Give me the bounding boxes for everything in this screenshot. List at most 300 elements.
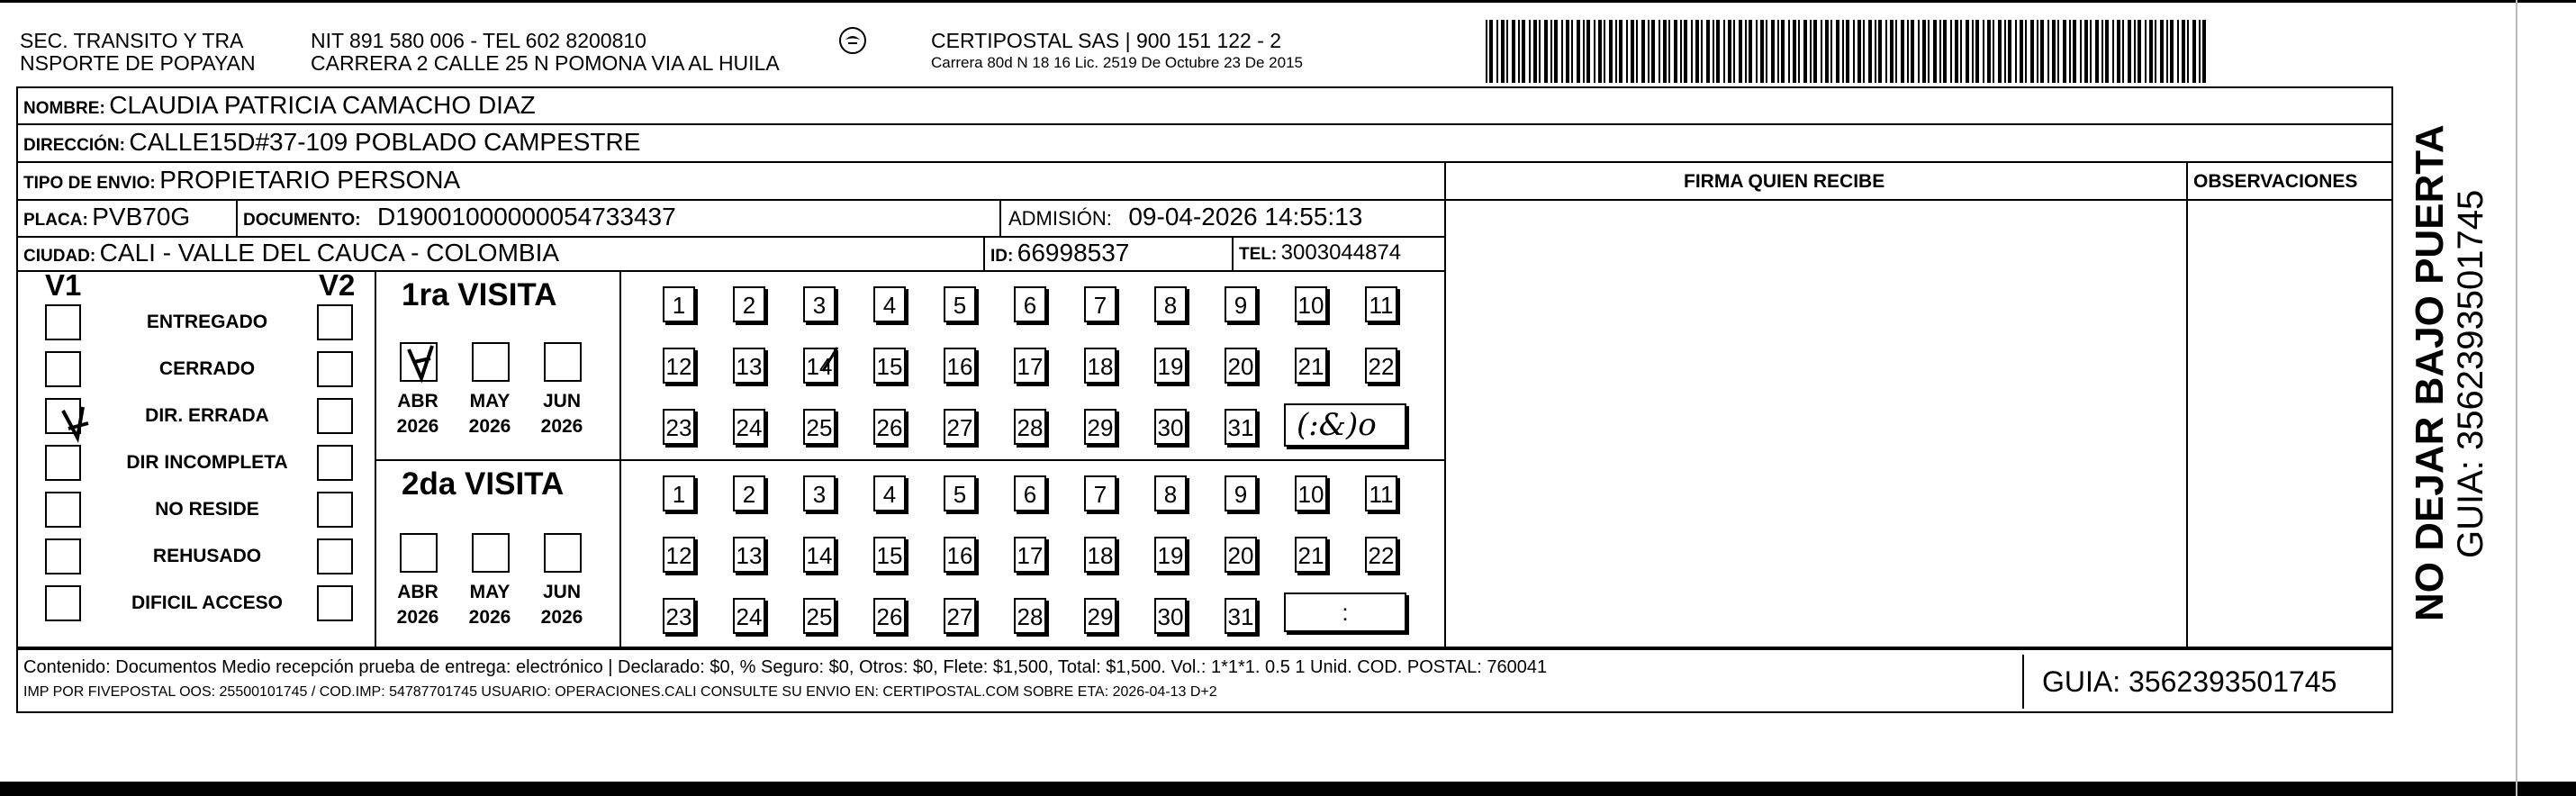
v2-checkbox[interactable] [317,445,353,481]
tipo-envio-field [23,166,460,194]
first-visit-day-11[interactable]: 11 [1365,286,1397,322]
v1-checkbox[interactable] [45,585,81,621]
barcode-bar [1594,20,1595,83]
observaciones-label: OBSERVACIONES [2193,171,2358,192]
second-visit-day-5[interactable]: 5 [944,475,976,511]
barcode-bar [1907,20,1909,83]
barcode-bar [1928,20,1930,83]
barcode-bar [1760,20,1764,83]
v1-checkbox[interactable] [45,538,81,574]
nombre-label: NOMBRE: [23,99,105,118]
barcode-bar [2117,20,2120,83]
barcode-bar [2052,20,2056,83]
first-visit-day-4[interactable]: 4 [873,286,906,322]
ciudad-field [23,239,559,267]
ciudad-value: CALI - VALLE DEL CAUCA - COLOMBIA [99,239,560,267]
nombre-value: CLAUDIA PATRICIA CAMACHO DIAZ [109,91,536,119]
col-divider [999,199,1001,236]
barcode-bar [1821,20,1822,83]
first-visit-day-25[interactable]: 25 [803,409,836,445]
second-visit-day-9[interactable]: 9 [1225,475,1257,511]
second-visit-day-2[interactable]: 2 [733,475,765,511]
barcode-bar [2187,20,2189,83]
bottom-band [0,782,2576,796]
barcode-bar [2063,20,2066,83]
barcode-bar [1777,20,1779,83]
v1-checkbox[interactable] [45,492,81,528]
sender-line-2: NSPORTE DE POPAYAN [20,51,256,75]
barcode-bar [1781,20,1785,83]
first-visit-day-28[interactable]: 28 [1014,409,1046,445]
barcode-bar [2192,20,2196,83]
first-visit-month-label: JUN [542,391,581,412]
first-visit-month-checkbox[interactable] [472,342,510,382]
barcode-bar [2037,20,2038,83]
second-visit-day-22[interactable]: 22 [1365,537,1397,573]
barcode-bar [2155,20,2156,83]
barcode-bar [1771,20,1775,83]
barcode [1486,20,2215,83]
tel-label: TEL: [1239,245,1278,264]
guia-box: GUIA: 3562393501745 [2022,655,2391,709]
first-visit-time-handwritten: (:&)o [1297,407,1377,443]
barcode-bar [2101,20,2103,83]
barcode-bar [1598,20,1602,83]
first-visit-day-29[interactable]: 29 [1084,409,1116,445]
second-visit-day-27[interactable]: 27 [944,598,976,634]
barcode-bar [2160,20,2164,83]
day-14-mark-icon [814,344,846,376]
barcode-bar [1846,20,1849,83]
second-visit-day-25[interactable]: 25 [803,598,836,634]
barcode-bar [1890,20,1894,83]
barcode-bar [1933,20,1937,83]
first-visit-title: 1ra VISITA [402,277,557,312]
tel-value: 3003044874 [1280,240,1402,265]
first-visit-day-20[interactable]: 20 [1225,348,1257,384]
second-visit-day-4[interactable]: 4 [873,475,906,511]
barcode-bar [1878,20,1882,83]
barcode-bar [1793,20,1796,83]
first-visit-day-17[interactable]: 17 [1014,348,1046,384]
first-visit-day-18[interactable]: 18 [1084,348,1116,384]
visit-divider [375,459,1446,461]
barcode-bar [1885,20,1887,83]
barcode-bar [1668,20,1670,83]
first-visit-day-27[interactable]: 27 [944,409,976,445]
second-visit-time-box[interactable] [1284,592,1406,632]
barcode-bar [2030,20,2034,83]
ciudad-label: CIUDAD: [23,247,96,266]
first-visit-day-31[interactable]: 31 [1225,409,1257,445]
barcode-bar [1691,20,1693,83]
first-visit-day-9[interactable]: 9 [1225,286,1257,322]
first-visit-day-22[interactable]: 22 [1365,348,1397,384]
barcode-bar [1950,20,1952,83]
first-visit-day-15[interactable]: 15 [873,348,906,384]
placa-value: PVB70G [92,203,191,231]
barcode-bar [2069,20,2071,83]
first-visit-day-1[interactable]: 1 [663,286,695,322]
first-visit-day-23[interactable]: 23 [663,409,695,445]
second-visit-day-28[interactable]: 28 [1014,598,1046,634]
barcode-bar [1550,20,1552,83]
barcode-bar [2084,20,2088,83]
barcode-bar [1842,20,1844,83]
first-visit-time-box[interactable] [1284,403,1406,447]
v2-checkbox[interactable] [317,492,353,528]
barcode-bar [1972,20,1974,83]
barcode-bar [1577,20,1580,83]
barcode-bar [1684,20,1687,83]
barcode-bar [1583,20,1585,83]
row-divider [16,199,1446,201]
second-visit-month-checkbox[interactable] [472,533,510,573]
barcode-bar [1983,20,1984,83]
second-visit-day-7[interactable]: 7 [1084,475,1116,511]
documento-label: DOCUMENTO: [243,211,361,230]
barcode-bar [1496,20,1498,83]
row-divider [16,123,2393,125]
barcode-bar [2134,20,2136,83]
barcode-bar [1810,20,1812,83]
second-visit-day-29[interactable]: 29 [1084,598,1116,634]
barcode-bar [1529,20,1531,83]
barcode-bar [1939,20,1941,83]
barcode-bar [1728,20,1731,83]
imp-line: IMP POR FIVEPOSTAL OOS: 25500101745 / COD.IMP: 54787701745 USUARIO: OPERACIONES.CALI CONSULTE SU ENVIO EN: CERTIPOSTAL.COM SOBRE ETA: 2026-04-13 D+2 [23,684,1217,700]
first-visit-day-8[interactable]: 8 [1154,286,1187,322]
second-visit-day-30[interactable]: 30 [1154,598,1187,634]
barcode-bar [1648,20,1650,83]
placa-field [23,203,190,231]
footer-right-line [2391,648,2393,713]
second-visit-day-1[interactable]: 1 [663,475,695,511]
second-visit-month-checkbox[interactable] [400,533,438,573]
second-visit-month-label: MAY [469,582,511,602]
row-divider [16,161,2393,163]
barcode-bar [2004,20,2006,83]
first-visit-month-label: MAY [469,391,511,412]
first-visit-day-2[interactable]: 2 [733,286,765,322]
barcode-bar [1512,20,1515,83]
id-value: 66998537 [1017,239,1130,267]
barcode-bar [2145,20,2147,83]
barcode-bar [1943,20,1947,83]
first-visit-day-6[interactable]: 6 [1014,286,1046,322]
first-visit-year-label: 2026 [468,416,511,437]
barcode-bar [1798,20,1800,83]
barcode-bar [1615,20,1617,83]
second-visit-year-label: 2026 [468,607,511,628]
first-visit-day-7[interactable]: 7 [1084,286,1116,322]
barcode-bar [1803,20,1807,83]
second-visit-day-18[interactable]: 18 [1084,537,1116,573]
reason-label: ENTREGADO [146,312,268,332]
barcode-bar [1701,20,1703,83]
col-divider [1444,161,1446,648]
first-visit-day-26[interactable]: 26 [873,409,906,445]
v1-checkbox[interactable] [45,304,81,340]
barcode-bar [2080,20,2082,83]
barcode-bar [2166,20,2168,83]
col-divider [1232,236,1234,270]
admision-field [1008,203,1362,231]
second-visit-day-6[interactable]: 6 [1014,475,1046,511]
first-visit-day-5[interactable]: 5 [944,286,976,322]
reason-label: DIFICIL ACCESO [131,592,283,613]
first-visit-day-13[interactable]: 13 [733,348,765,384]
barcode-bar [1836,20,1839,83]
barcode-bar [2090,20,2092,83]
top-edge [0,0,2576,3]
barcode-bar [2182,20,2185,83]
v2-checkbox[interactable] [317,538,353,574]
barcode-bar [2105,20,2109,83]
barcode-bar [1571,20,1573,83]
barcode-bar [1609,20,1613,83]
second-visit-day-21[interactable]: 21 [1295,537,1327,573]
barcode-bar [1745,20,1747,83]
barcode-bar [1506,20,1508,83]
footer-bottom-line [16,711,2393,713]
barcode-bar [2112,20,2114,83]
v2-checkbox[interactable] [317,398,353,434]
second-visit-month-label: ABR [397,582,438,602]
id-label: ID: [990,247,1014,266]
second-visit-day-24[interactable]: 24 [733,598,765,634]
barcode-bar [1604,20,1605,83]
tipo-envio-value: PROPIETARIO PERSONA [159,166,461,194]
first-visit-day-16[interactable]: 16 [944,348,976,384]
direccion-value: CALLE15D#37-109 POBLADO CAMPESTRE [129,128,641,156]
reason-label: CERRADO [158,358,256,379]
barcode-bar [1825,20,1829,83]
barcode-bar [2170,20,2174,83]
footer-left-line [16,648,18,713]
barcode-bar [1901,20,1904,83]
barcode-bar [1955,20,1958,83]
v1-checkbox[interactable] [45,351,81,387]
barcode-bar [1489,20,1493,83]
barcode-bar [1756,20,1758,83]
barcode-bar [1659,20,1660,83]
second-visit-day-3[interactable]: 3 [803,475,836,511]
v1-dir-errada-check-icon [56,402,97,443]
second-visit-day-13[interactable]: 13 [733,537,765,573]
abr-check-icon [402,342,443,384]
barcode-bar [1960,20,1962,83]
sender-line-1: SEC. TRANSITO Y TRA [20,29,244,52]
barcode-bar [2122,20,2124,83]
right-edge-line [2516,0,2517,796]
barcode-bar [1501,20,1505,83]
tipo-envio-label: TIPO DE ENVIO: [23,174,156,193]
row-divider [1446,199,2393,201]
barcode-bar [1922,20,1926,83]
barcode-bar [1544,20,1548,83]
first-visit-day-30[interactable]: 30 [1154,409,1187,445]
barcode-bar [2057,20,2059,83]
barcode-bar [1619,20,1622,83]
barcode-bar [2073,20,2076,83]
v2-checkbox[interactable] [317,351,353,387]
first-visit-month-label: ABR [397,391,438,412]
barcode-bar [2202,20,2206,83]
second-visit-day-20[interactable]: 20 [1225,537,1257,573]
certipostal-logo-icon [837,25,868,56]
second-visit-day-16[interactable]: 16 [944,537,976,573]
side-guia: GUIA: 3562393501745 [2451,189,2490,558]
barcode-bar [1853,20,1855,83]
barcode-bar [2040,20,2044,83]
barcode-bar [1863,20,1865,83]
tel-field [1239,240,1401,266]
barcode-bar [2128,20,2131,83]
barcode-bar [2149,20,2153,83]
barcode-bar [1868,20,1872,83]
documento-value: D19001000000054733437 [377,203,676,231]
barcode-bar [1749,20,1752,83]
barcode-bar [1695,20,1699,83]
admision-value: 09-04-2026 14:55:13 [1128,203,1363,231]
direccion-field [23,128,640,157]
second-visit-day-8[interactable]: 8 [1154,475,1187,511]
barcode-bar [1918,20,1920,83]
v2-checkbox[interactable] [317,304,353,340]
reason-label: DIR INCOMPLETA [126,452,288,473]
company-line-1: CERTIPOSTAL SAS | 900 151 122 - 2 [931,29,1282,52]
second-visit-day-19[interactable]: 19 [1154,537,1187,573]
barcode-bar [1987,20,1991,83]
no-dejar-bajo-puerta: NO DEJAR BAJO PUERTA [2408,124,2452,621]
barcode-bar [1766,20,1767,83]
barcode-bar [1830,20,1832,83]
barcode-bar [2025,20,2027,83]
first-visit-month-checkbox[interactable] [544,342,582,382]
col-divider [983,236,985,270]
barcode-bar [1857,20,1861,83]
barcode-bar [1522,20,1525,83]
barcode-bar [1975,20,1979,83]
v1-checkbox[interactable] [45,445,81,481]
first-visit-day-3[interactable]: 3 [803,286,836,322]
second-visit-day-12[interactable]: 12 [663,537,695,573]
row-divider [16,270,1446,272]
second-visit-day-10[interactable]: 10 [1295,475,1327,511]
second-visit-day-23[interactable]: 23 [663,598,695,634]
barcode-bar [1895,20,1897,83]
barcode-bar [1680,20,1682,83]
barcode-bar [1641,20,1645,83]
barcode-bar [2199,20,2201,83]
barcode-bar [1636,20,1638,83]
barcode-bar [1674,20,1677,83]
barcode-bar [2020,20,2023,83]
second-visit-month-checkbox[interactable] [544,533,582,573]
nit-line-1: NIT 891 580 006 - TEL 602 8200810 [311,29,646,52]
barcode-bar [1788,20,1790,83]
barcode-bar [2008,20,2011,83]
reason-label: DIR. ERRADA [145,405,269,426]
second-visit-day-17[interactable]: 17 [1014,537,1046,573]
first-visit-day-19[interactable]: 19 [1154,348,1187,384]
first-visit-year-label: 2026 [396,416,439,437]
barcode-bar [1518,20,1520,83]
barcode-bar [1706,20,1710,83]
second-visit-day-15[interactable]: 15 [873,537,906,573]
col-divider [2186,161,2188,648]
first-visit-day-14[interactable]: 14 [803,348,836,384]
row-divider [16,648,2393,650]
barcode-bar [1554,20,1558,83]
second-visit-day-31[interactable]: 31 [1225,598,1257,634]
second-visit-time-placeholder: : [1342,599,1349,626]
first-visit-day-24[interactable]: 24 [733,409,765,445]
first-visit-day-21[interactable]: 21 [1295,348,1327,384]
barcode-bar [1486,20,1487,83]
barcode-bar [2015,20,2017,83]
first-visit-year-label: 2026 [540,416,583,437]
v1-label: V1 [45,268,82,302]
reason-label: NO RESIDE [155,499,259,520]
barcode-bar [2138,20,2141,83]
barcode-bar [2177,20,2179,83]
second-visit-year-label: 2026 [396,607,439,628]
admision-label: ADMISIÓN: [1008,207,1112,230]
barcode-bar [1993,20,1994,83]
company-line-2: Carrera 80d N 18 16 Lic. 2519 De Octubre 23 De 2015 [931,54,1303,71]
firma-label: FIRMA QUIEN RECIBE [1684,171,1885,192]
barcode-bar [1631,20,1634,83]
reason-label: REHUSADO [152,546,262,566]
barcode-bar [1813,20,1817,83]
placa-label: PLACA: [23,211,88,230]
documento-field [243,203,676,231]
second-visit-day-11[interactable]: 11 [1365,475,1397,511]
second-visit-day-14[interactable]: 14 [803,537,836,573]
barcode-bar [1561,20,1563,83]
nit-line-2: CARRERA 2 CALLE 25 N POMONA VIA AL HUILA [311,51,780,75]
barcode-bar [1663,20,1667,83]
barcode-bar [1716,20,1720,83]
barcode-bar [1713,20,1714,83]
v2-label: V2 [319,268,356,302]
barcode-bar [1966,20,1969,83]
v2-checkbox[interactable] [317,585,353,621]
nombre-field [23,91,536,120]
barcode-bar [1566,20,1569,83]
barcode-bar [1733,20,1735,83]
barcode-bar [1998,20,2002,83]
first-visit-day-10[interactable]: 10 [1295,286,1327,322]
col-divider [236,199,238,236]
barcode-bar [1626,20,1628,83]
barcode-bar [1586,20,1590,83]
barcode-bar [1723,20,1725,83]
barcode-bar [1875,20,1876,83]
barcode-bar [2047,20,2049,83]
first-visit-day-12[interactable]: 12 [663,348,695,384]
barcode-bar [1739,20,1742,83]
second-visit-year-label: 2026 [540,607,583,628]
barcode-bar [1651,20,1655,83]
second-visit-day-26[interactable]: 26 [873,598,906,634]
second-visit-month-label: JUN [542,582,581,602]
barcode-bar [1539,20,1541,83]
direccion-label: DIRECCIÓN: [23,136,125,155]
second-visit-title: 2da VISITA [402,466,565,502]
